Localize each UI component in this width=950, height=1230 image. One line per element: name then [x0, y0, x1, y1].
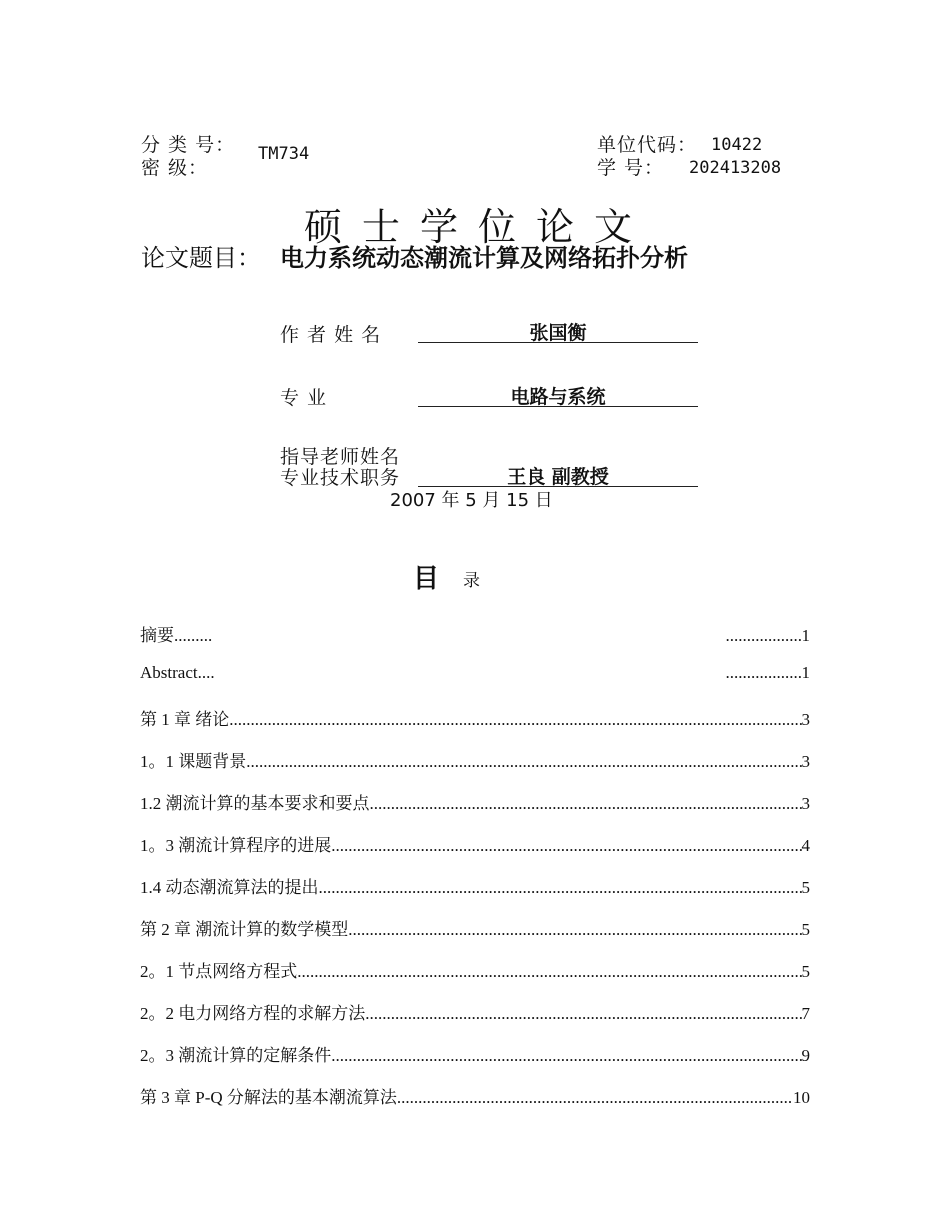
- toc-entry-page: 4: [801, 836, 810, 855]
- toc-entry[interactable]: [140, 1083, 810, 1125]
- student-number-value: 202413208: [689, 158, 782, 178]
- major-value: 电路与系统: [418, 382, 698, 407]
- toc-entry-title: 1.4 动态潮流算法的提出: [140, 878, 319, 897]
- unit-code-label: 单位代码：: [597, 134, 698, 156]
- toc-heading-secondary: 录: [463, 571, 480, 591]
- table-of-contents: [140, 621, 810, 1125]
- thesis-type-title: 硕士学位论文: [304, 205, 653, 249]
- toc-entry-title: 第 2 章 潮流计算的数学模型: [140, 920, 349, 939]
- toc-entry-title: 2。2 电力网络方程的求解方法: [140, 1004, 366, 1023]
- toc-entry[interactable]: [140, 957, 810, 999]
- unit-code-value: 10422: [711, 135, 763, 155]
- toc-entry-page: 1: [801, 663, 810, 682]
- author-value: 张国衡: [418, 318, 698, 343]
- toc-entry-title: 1。3 潮流计算程序的进展: [140, 836, 332, 855]
- author-label: 作 者 姓 名: [280, 324, 382, 346]
- toc-entry-title: 1.2 潮流计算的基本要求和要点: [140, 794, 370, 813]
- major-label: 专 业: [280, 387, 328, 409]
- toc-entry-title: 2。3 潮流计算的定解条件: [140, 1046, 332, 1065]
- toc-entry[interactable]: [140, 621, 810, 663]
- toc-entry-page: 3: [801, 752, 810, 771]
- student-number-label: 学 号：: [597, 157, 665, 179]
- toc-entry-title: 第 3 章 P-Q 分解法的基本潮流算法: [140, 1088, 397, 1107]
- toc-entry[interactable]: [140, 1041, 810, 1083]
- toc-entry-page: 5: [801, 920, 810, 939]
- toc-entry-page: 5: [801, 962, 810, 981]
- toc-entry[interactable]: [140, 747, 810, 789]
- toc-entry-page: 3: [801, 794, 810, 813]
- toc-entry[interactable]: [140, 915, 810, 957]
- advisor-label-line2: 专业技术职务: [280, 467, 401, 489]
- class-number-label: 分 类 号：: [141, 134, 236, 156]
- toc-entry[interactable]: [140, 705, 810, 747]
- thesis-topic: 电力系统动态潮流计算及网络拓扑分析: [280, 244, 688, 272]
- thesis-topic-prefix: 论文题目：: [141, 244, 261, 272]
- advisor-value: 王良 副教授: [418, 462, 698, 487]
- toc-entry[interactable]: [140, 789, 810, 831]
- toc-entry-title: Abstract....: [140, 663, 215, 682]
- toc-entry-page: 9: [801, 1046, 810, 1065]
- toc-entry-title: 摘要.........: [140, 626, 213, 645]
- toc-entry-title: 第 1 章 绪论: [140, 710, 230, 729]
- toc-entry-page: 7: [801, 1004, 810, 1023]
- toc-entry[interactable]: [140, 831, 810, 873]
- toc-entry-page: 5: [801, 878, 810, 897]
- toc-entry-title: 1。1 课题背景: [140, 752, 247, 771]
- toc-entry[interactable]: [140, 663, 810, 705]
- submission-date: 2007 年 5 月 15 日: [390, 490, 553, 511]
- toc-entry-page: 10: [793, 1088, 810, 1107]
- toc-entry[interactable]: [140, 873, 810, 915]
- toc-entry[interactable]: [140, 999, 810, 1041]
- secret-level-label: 密 级：: [141, 157, 209, 179]
- toc-heading-main: 目: [413, 564, 440, 594]
- toc-entry-title: 2。1 节点网络方程式: [140, 962, 298, 981]
- toc-entry-page: 1: [801, 626, 810, 645]
- toc-entry-page: 3: [801, 710, 810, 729]
- class-number-value: TM734: [258, 144, 310, 164]
- advisor-label-line1: 指导老师姓名: [280, 446, 401, 468]
